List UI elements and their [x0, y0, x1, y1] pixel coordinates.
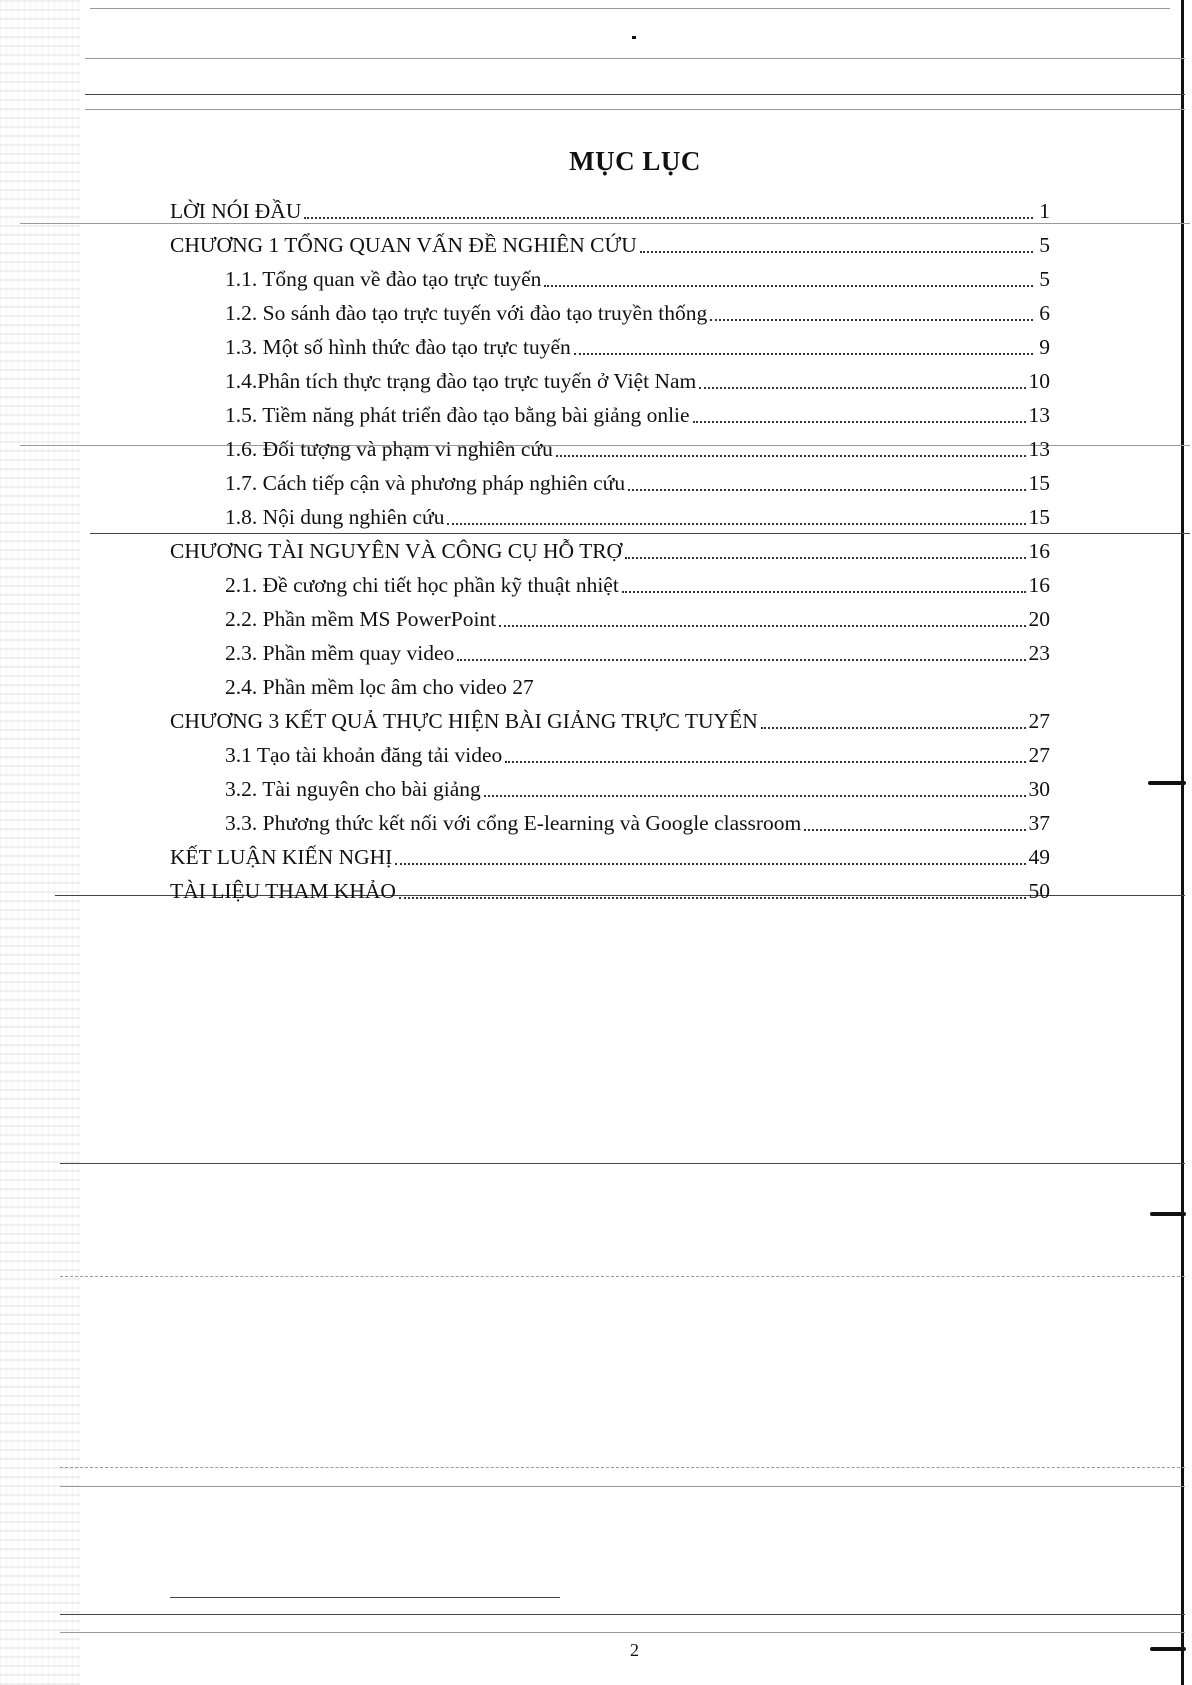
toc-entry-label: KẾT LUẬN KIẾN NGHỊ: [170, 845, 393, 869]
toc-entry[interactable]: [170, 768, 1050, 802]
toc-entry-label: 1.5. Tiềm năng phát triển đào tạo bằng bài giảng onlie: [225, 403, 690, 427]
toc-entry-page: 16: [1028, 539, 1050, 563]
toc-dot-leader: [622, 591, 1026, 593]
toc-entry-label: 2.3. Phần mềm quay video: [225, 641, 455, 665]
scan-line: [60, 1486, 1185, 1487]
toc-entry-page: 1: [1039, 199, 1050, 223]
toc-dot-leader: [304, 217, 1033, 219]
scan-line: [90, 8, 1170, 9]
toc-entry-label: LỜI NÓI ĐẦU: [170, 199, 302, 223]
toc-dot-leader: [710, 319, 1033, 321]
page-number: 2: [630, 1640, 639, 1660]
scan-mark: [1148, 781, 1186, 785]
toc-dot-leader: [544, 285, 1033, 287]
scan-line: [170, 1597, 560, 1598]
toc-entry-page: 50: [1028, 879, 1050, 903]
toc-entry[interactable]: [170, 598, 1050, 632]
toc-entry[interactable]: [170, 870, 1050, 904]
toc-dot-leader: [457, 659, 1025, 661]
toc-entry[interactable]: [170, 496, 1050, 530]
toc-entry[interactable]: [170, 190, 1050, 224]
toc-entry-page: 9: [1039, 335, 1050, 359]
scan-line: [60, 1276, 1185, 1277]
toc-dot-leader: [399, 897, 1026, 899]
toc-dot-leader: [395, 863, 1025, 865]
scan-speck: [632, 36, 636, 39]
toc-entry-page: 5: [1039, 267, 1050, 291]
toc-entry-label: 2.2. Phần mềm MS PowerPoint: [225, 607, 497, 631]
toc-entry-label: 1.1. Tổng quan về đào tạo trực tuyến: [225, 267, 542, 291]
toc-entry[interactable]: [170, 530, 1050, 564]
toc-dot-leader: [499, 625, 1025, 627]
toc-entry[interactable]: [170, 292, 1050, 326]
scan-line: [85, 109, 1185, 110]
scan-mark: [1150, 1212, 1186, 1216]
toc-entry[interactable]: [170, 734, 1050, 768]
toc-entry-label: CHƯƠNG 1 TỔNG QUAN VẤN ĐỀ NGHIÊN CỨU: [170, 233, 637, 257]
toc-entry-label: TÀI LIỆU THAM KHẢO: [170, 879, 396, 903]
scan-line: [60, 1614, 1185, 1615]
toc-entry[interactable]: [170, 836, 1050, 870]
toc-entry-page: 13: [1028, 403, 1050, 427]
toc-dot-leader: [447, 523, 1025, 525]
toc-entry-page: 30: [1028, 777, 1050, 801]
scan-mark: [1150, 1647, 1186, 1651]
toc-entry-page: 15: [1028, 505, 1050, 529]
toc-entry-label: 2.1. Đề cương chi tiết học phần kỹ thuật nhiệt: [225, 573, 619, 597]
toc-dot-leader: [640, 251, 1033, 253]
toc-dot-leader: [804, 829, 1025, 831]
toc-entry-label: 1.7. Cách tiếp cận và phương pháp nghiên cứu: [225, 471, 626, 495]
toc-entry-label: CHƯƠNG 3 KẾT QUẢ THỰC HIỆN BÀI GIẢNG TRỰC TUYẾN: [170, 709, 758, 733]
scan-line: [60, 1632, 1185, 1633]
toc-entry-label: 1.2. So sánh đào tạo trực tuyến với đào tạo truyền thống: [225, 301, 708, 325]
toc-entry[interactable]: [170, 666, 1050, 700]
toc-dot-leader: [505, 761, 1025, 763]
toc-dot-leader: [761, 727, 1026, 729]
toc-entry-page: 23: [1028, 641, 1050, 665]
scan-line: [60, 1163, 1185, 1164]
toc-entry[interactable]: [170, 700, 1050, 734]
toc-entry-label: CHƯƠNG TÀI NGUYÊN VÀ CÔNG CỤ HỖ TRỢ: [170, 539, 623, 563]
toc-entry[interactable]: [170, 394, 1050, 428]
toc-entry[interactable]: [170, 632, 1050, 666]
toc-entry-label: 3.3. Phương thức kết nối với cổng E-learning và Google classroom: [225, 811, 802, 835]
toc-entry-page: 6: [1039, 301, 1050, 325]
toc-entry-label: 1.3. Một số hình thức đào tạo trực tuyến: [225, 335, 571, 359]
toc-entry-page: 27: [1028, 709, 1050, 733]
toc-entry[interactable]: [170, 428, 1050, 462]
scan-border-right: [1181, 0, 1184, 1685]
toc-entry-page: 5: [1039, 233, 1050, 257]
scan-line: [60, 1467, 1185, 1468]
toc-entry-page: 20: [1028, 607, 1050, 631]
toc-entry[interactable]: [170, 224, 1050, 258]
toc-entry-page: 15: [1028, 471, 1050, 495]
scan-noise-left: [0, 0, 80, 1685]
toc-entry-label: 1.4.Phân tích thực trạng đào tạo trực tuyến ở Việt Nam: [225, 369, 697, 393]
toc-entry-page: 27: [1028, 743, 1050, 767]
scan-line: [85, 58, 1185, 59]
toc-entry-label: 2.4. Phần mềm lọc âm cho video 27: [225, 675, 534, 699]
toc-dot-leader: [484, 795, 1026, 797]
toc-entry-label: 3.2. Tài nguyên cho bài giảng: [225, 777, 481, 801]
toc-title: MỤC LỤC: [569, 146, 701, 176]
scan-line: [85, 94, 1185, 95]
toc-dot-leader: [625, 557, 1025, 559]
toc-entry-page: 49: [1028, 845, 1050, 869]
toc-entry-page: 37: [1028, 811, 1050, 835]
toc-dot-leader: [699, 387, 1025, 389]
toc-dot-leader: [556, 455, 1026, 457]
toc-entry[interactable]: [170, 258, 1050, 292]
toc-entry-label: 1.6. Đối tượng và phạm vi nghiên cứu: [225, 437, 553, 461]
toc-dot-leader: [693, 421, 1026, 423]
toc-dot-leader: [628, 489, 1025, 491]
toc-entry[interactable]: [170, 564, 1050, 598]
table-of-contents: [170, 190, 1050, 904]
toc-dot-leader: [574, 353, 1033, 355]
toc-entry-page: 13: [1028, 437, 1050, 461]
toc-entry-label: 1.8. Nội dung nghiên cứu: [225, 505, 445, 529]
toc-entry-page: 10: [1028, 369, 1050, 393]
toc-entry[interactable]: [170, 802, 1050, 836]
toc-entry[interactable]: [170, 326, 1050, 360]
toc-entry[interactable]: [170, 360, 1050, 394]
toc-entry-label: 3.1 Tạo tài khoản đăng tải video: [225, 743, 503, 767]
toc-entry-page: 16: [1028, 573, 1050, 597]
toc-entry[interactable]: [170, 462, 1050, 496]
